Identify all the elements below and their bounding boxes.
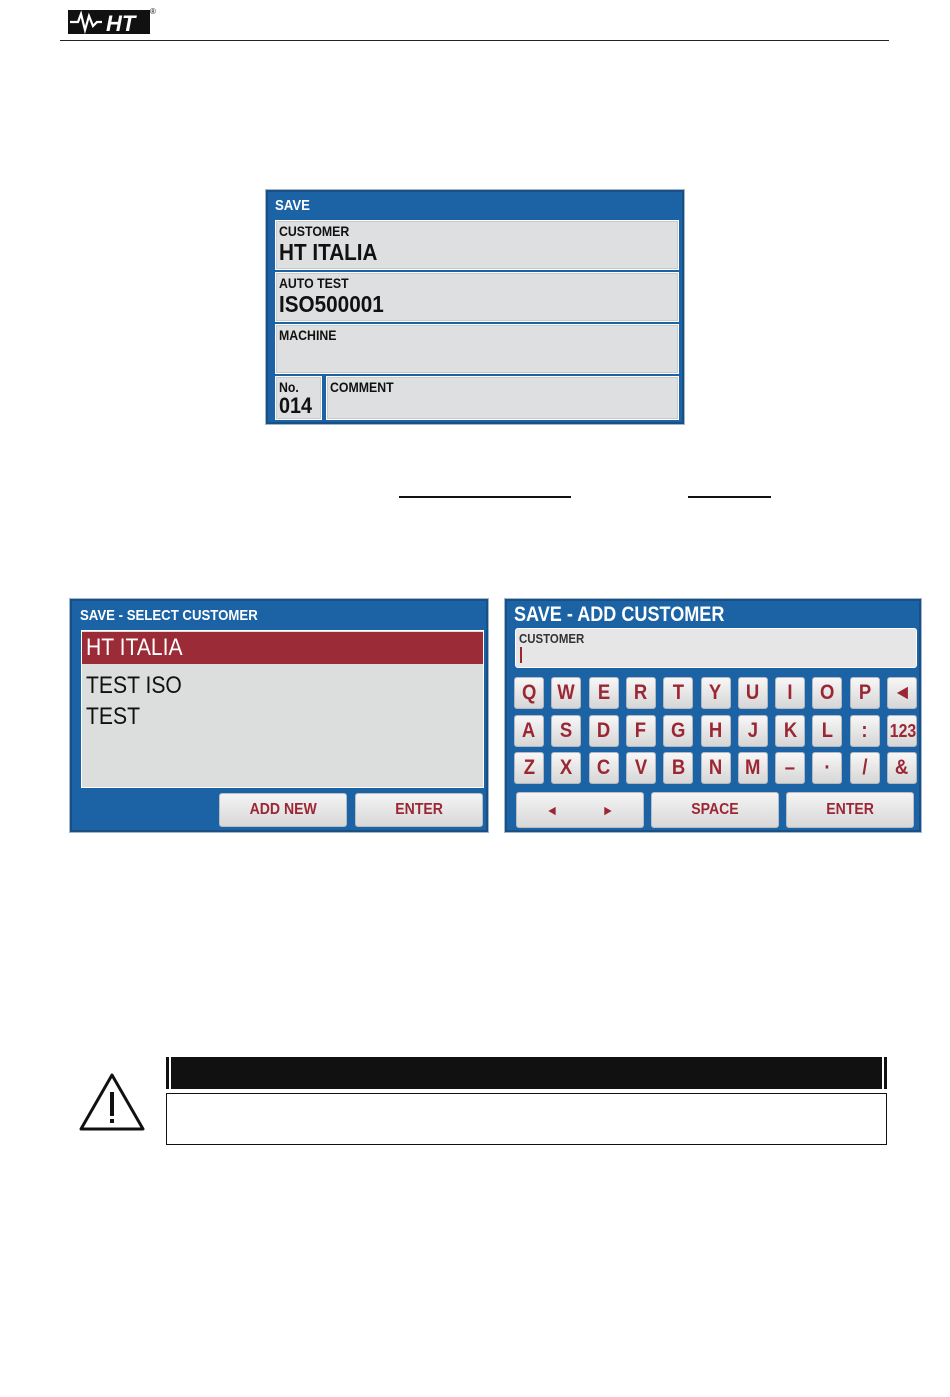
key-2-7[interactable]: –: [775, 752, 805, 784]
key-2-1[interactable]: X: [551, 752, 581, 784]
number-value: 014: [279, 393, 313, 418]
key-1-8[interactable]: L: [812, 715, 842, 747]
key-2-3[interactable]: V: [626, 752, 656, 784]
warning-heading-bar: [166, 1057, 887, 1089]
header-divider: [60, 40, 889, 41]
key-2-0[interactable]: Z: [514, 752, 544, 784]
cursor-arrows-button[interactable]: [516, 792, 644, 828]
customer-item-test[interactable]: TEST: [86, 703, 140, 730]
ht-logo: [66, 6, 154, 36]
key-1-0[interactable]: A: [514, 715, 544, 747]
auto-test-value: ISO500001: [279, 291, 384, 317]
customer-list: [81, 630, 484, 788]
key-0-9[interactable]: P: [850, 677, 880, 709]
select-customer-title: SAVE - SELECT CUSTOMER: [80, 607, 258, 624]
machine-field[interactable]: [275, 324, 679, 374]
underline-1: [399, 496, 571, 498]
customer-field[interactable]: [275, 220, 679, 270]
key-2-8[interactable]: ·: [812, 752, 842, 784]
key-1-5[interactable]: H: [701, 715, 731, 747]
auto-test-field[interactable]: [275, 272, 679, 322]
key-0-10[interactable]: ◄: [887, 677, 917, 709]
number-label: No.: [279, 379, 299, 395]
space-button[interactable]: SPACE: [651, 792, 779, 828]
save-screen: [266, 190, 684, 424]
key-0-6[interactable]: U: [738, 677, 768, 709]
machine-label: MACHINE: [279, 327, 337, 343]
key-2-2[interactable]: C: [589, 752, 619, 784]
customer-item-test-iso[interactable]: TEST ISO: [86, 672, 182, 699]
logo-mark: ®: [150, 7, 156, 16]
auto-test-label: AUTO TEST: [279, 275, 349, 291]
key-0-3[interactable]: R: [626, 677, 656, 709]
number-field[interactable]: [275, 376, 322, 420]
key-2-5[interactable]: N: [701, 752, 731, 784]
add-customer-title: SAVE - ADD CUSTOMER: [514, 603, 725, 626]
comment-field[interactable]: [326, 376, 679, 420]
key-1-9[interactable]: :: [850, 715, 880, 747]
key-1-7[interactable]: K: [775, 715, 805, 747]
key-1-2[interactable]: D: [589, 715, 619, 747]
key-0-4[interactable]: T: [663, 677, 693, 709]
customer-value: HT ITALIA: [279, 239, 378, 265]
key-0-8[interactable]: O: [812, 677, 842, 709]
key-1-6[interactable]: J: [738, 715, 768, 747]
customer-item-ht-italia[interactable]: HT ITALIA: [82, 632, 483, 664]
text-caret: [520, 647, 522, 663]
arrow-left-icon: ◄: [545, 802, 558, 818]
enter-button[interactable]: ENTER: [355, 793, 483, 827]
customer-name-input[interactable]: [515, 628, 917, 668]
key-1-10[interactable]: 123: [887, 715, 917, 747]
key-0-2[interactable]: E: [589, 677, 619, 709]
warning-triangle-icon: [78, 1072, 146, 1132]
add-customer-screen: [505, 599, 921, 832]
key-2-10[interactable]: &: [887, 752, 917, 784]
save-title: SAVE: [275, 197, 310, 214]
kbd-enter-button[interactable]: ENTER: [786, 792, 914, 828]
key-0-5[interactable]: Y: [701, 677, 731, 709]
key-1-4[interactable]: G: [663, 715, 693, 747]
arrow-right-icon: ►: [602, 802, 615, 818]
underline-2: [688, 496, 771, 498]
key-0-1[interactable]: W: [551, 677, 581, 709]
key-1-3[interactable]: F: [626, 715, 656, 747]
customer-input-label: CUSTOMER: [519, 631, 585, 646]
logo-text: HT: [106, 11, 136, 36]
key-2-4[interactable]: B: [663, 752, 693, 784]
comment-label: COMMENT: [330, 379, 394, 395]
key-0-7[interactable]: I: [775, 677, 805, 709]
key-1-1[interactable]: S: [551, 715, 581, 747]
customer-label: CUSTOMER: [279, 223, 350, 239]
warning-text-box: [166, 1093, 887, 1145]
key-0-0[interactable]: Q: [514, 677, 544, 709]
key-2-9[interactable]: /: [850, 752, 880, 784]
key-2-6[interactable]: M: [738, 752, 768, 784]
add-new-button[interactable]: ADD NEW: [219, 793, 347, 827]
select-customer-screen: [70, 599, 488, 832]
